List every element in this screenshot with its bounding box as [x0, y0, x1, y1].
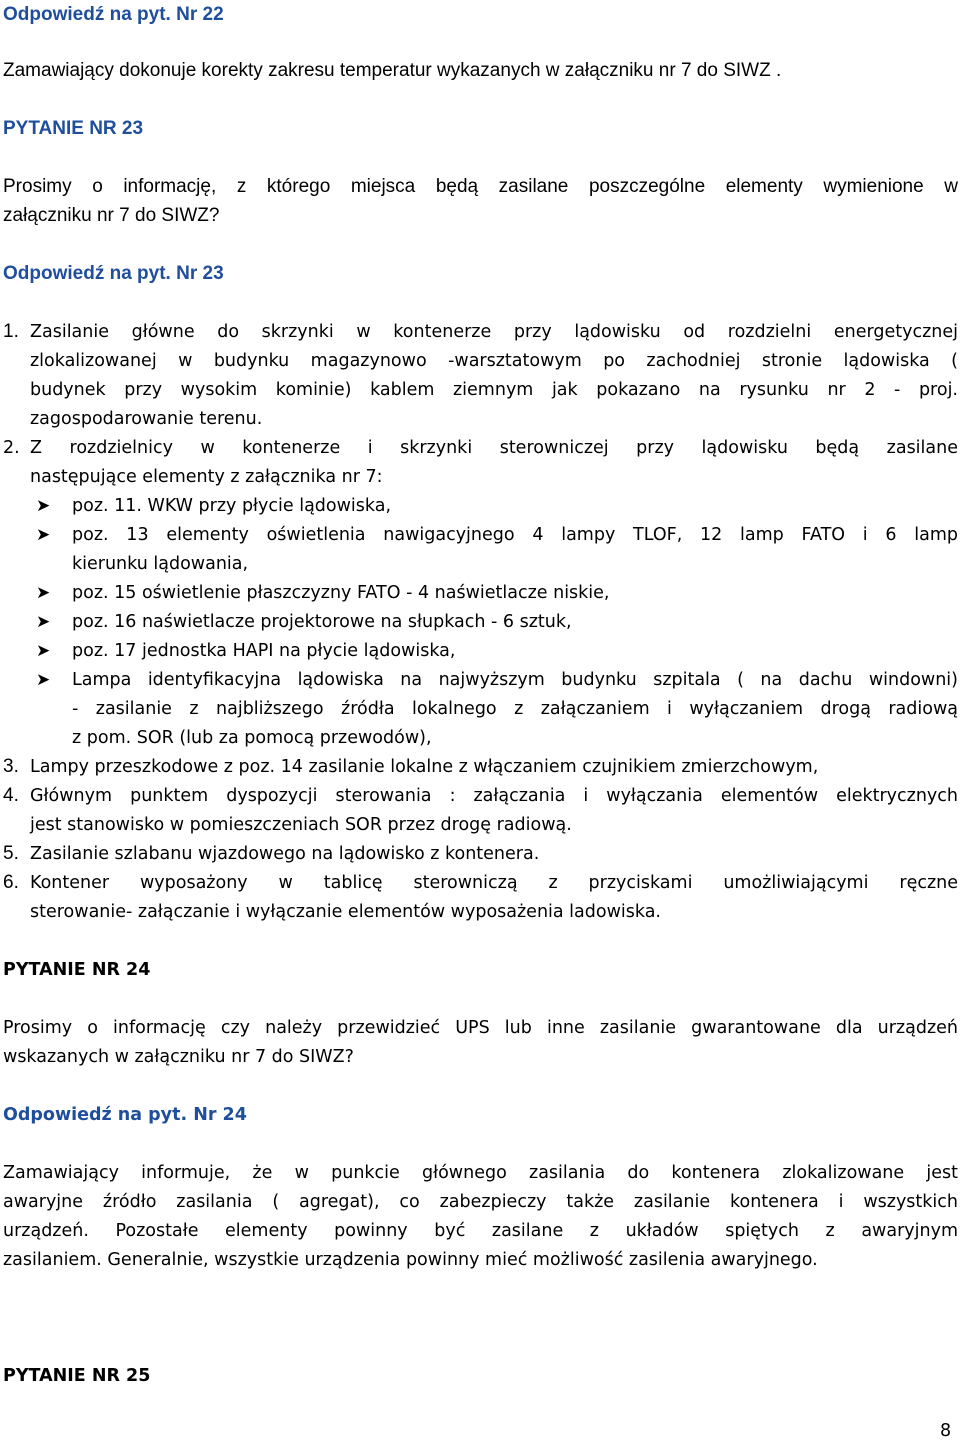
item-5-number: 5. — [3, 843, 19, 864]
question-23-line-2: załączniku nr 7 do SIWZ? — [3, 205, 220, 226]
item-5-line-1: Zasilanie szlabanu wjazdowego na lądowisko z kontenera. — [30, 844, 540, 864]
question-25-heading: PYTANIE NR 25 — [3, 1366, 151, 1386]
item-6-line-2: sterowanie- załączanie i wyłączanie elementów wyposażenia ladowiska. — [30, 902, 661, 922]
item-3-line-1: Lampy przeszkodowe z poz. 14 zasilanie lokalne z włączaniem czujnikiem zmierzchowym, — [30, 757, 819, 777]
answer-24-heading: Odpowiedź na pyt. Nr 24 — [3, 1105, 247, 1125]
bullet-4-line-1: poz. 16 naświetlacze projektorowe na słupkach - 6 sztuk, — [72, 612, 572, 632]
arrowhead-bullet-icon: ➤ — [36, 583, 51, 602]
bullet-3-line-1: poz. 15 oświetlenie płaszczyzny FATO - 4 naświetlacze niskie, — [72, 583, 610, 603]
item-1-number: 1. — [3, 321, 19, 342]
answer-24-line-3: urządzeń. Pozostałe elementy powinny być zasilane z układów spiętych z awaryjnym — [3, 1221, 958, 1241]
bullet-2-line-2: kierunku lądowania, — [72, 554, 249, 574]
item-1-line-1: Zasilanie główne do skrzynki w kontenerze przy lądowisku od rozdzielni energetycznej — [30, 322, 958, 342]
item-6-number: 6. — [3, 872, 19, 893]
arrowhead-bullet-icon: ➤ — [36, 496, 51, 515]
answer-23-heading: Odpowiedź na pyt. Nr 23 — [3, 263, 224, 284]
bullet-1-line-1: poz. 11. WKW przy płycie lądowiska, — [72, 496, 392, 516]
question-23-line-1: Prosimy o informację, z którego miejsca będą zasilane poszczególne elementy wymienione w — [3, 176, 958, 197]
item-1-line-3: budynek przy wysokim kominie) kablem ziemnym jak pokazano na rysunku nr 2 - proj. — [30, 380, 958, 400]
question-24-heading: PYTANIE NR 24 — [3, 960, 151, 980]
bullet-5-line-1: poz. 17 jednostka HAPI na płycie lądowiska, — [72, 641, 456, 661]
item-4-line-2: jest stanowisko w pomieszczeniach SOR przez drogę radiową. — [30, 815, 572, 835]
question-24-line-2: wskazanych w załączniku nr 7 do SIWZ? — [3, 1047, 354, 1067]
question-24-line-1: Prosimy o informację czy należy przewidzieć UPS lub inne zasilanie gwarantowane dla urządzeń — [3, 1018, 958, 1038]
page-number: 8 — [940, 1421, 952, 1441]
arrowhead-bullet-icon: ➤ — [36, 612, 51, 631]
bullet-6-line-3: z pom. SOR (lub za pomocą przewodów), — [72, 728, 432, 748]
answer-24-line-1: Zamawiający informuje, że w punkcie głównego zasilania do kontenera zlokalizowane jest — [3, 1163, 958, 1183]
item-1-line-2: zlokalizowanej w budynku magazynowo -warsztatowym po zachodniej stronie lądowiska ( — [30, 351, 958, 371]
arrowhead-bullet-icon: ➤ — [36, 670, 51, 689]
bullet-6-line-2: - zasilanie z najbliższego źródła lokalnego z załączaniem i wyłączaniem drogą radiową — [72, 699, 958, 719]
item-3-number: 3. — [3, 756, 19, 777]
arrowhead-bullet-icon: ➤ — [36, 525, 51, 544]
bullet-6-line-1: Lampa identyfikacyjna lądowiska na najwyższym budynku szpitala ( na dachu windowni) — [72, 670, 958, 690]
item-1-line-4: zagospodarowanie terenu. — [30, 409, 263, 429]
item-4-line-1: Głównym punktem dyspozycji sterowania : załączania i wyłączania elementów elektrycznych — [30, 786, 958, 806]
item-6-line-1: Kontener wyposażony w tablicę sterowniczą z przyciskami umożliwiającymi ręczne — [30, 873, 958, 893]
item-2-number: 2. — [3, 438, 20, 458]
question-23-heading: PYTANIE NR 23 — [3, 118, 144, 139]
answer-22-heading: Odpowiedź na pyt. Nr 22 — [3, 4, 224, 25]
item-4-number: 4. — [3, 785, 19, 806]
answer-22-text: Zamawiający dokonuje korekty zakresu temperatur wykazanych w załączniku nr 7 do SIWZ . — [3, 60, 782, 81]
answer-24-line-4: zasilaniem. Generalnie, wszystkie urządzenia powinny mieć możliwość zasilenia awaryjnego. — [3, 1250, 818, 1270]
answer-24-line-2: awaryjne źródło zasilania ( agregat), co zabezpieczy także zasilanie kontenera i wszystkich — [3, 1192, 958, 1212]
arrowhead-bullet-icon: ➤ — [36, 641, 51, 660]
item-2-line-2: następujące elementy z załącznika nr 7: — [30, 467, 383, 487]
item-2-line-1: Z rozdzielnicy w kontenerze i skrzynki sterowniczej przy lądowisku będą zasilane — [30, 438, 958, 458]
bullet-2-line-1: poz. 13 elementy oświetlenia nawigacyjnego 4 lampy TLOF, 12 lamp FATO i 6 lamp — [72, 525, 958, 545]
